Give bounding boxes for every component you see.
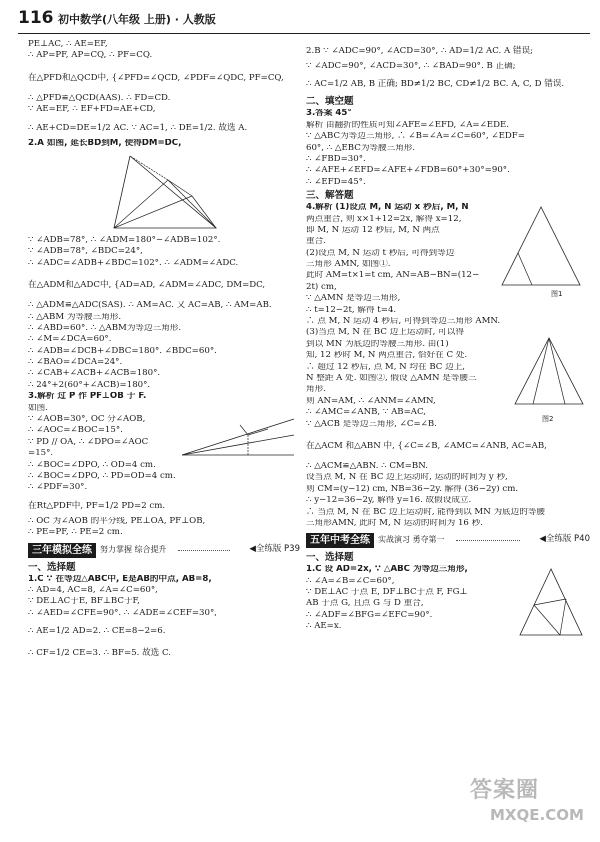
- text-line: ∴ AC=1/2 AB, B 正确; BD≠1/2 BC, CD≠1/2 BC. A, C, D 错误.: [306, 79, 565, 90]
- text-line: 到以 MN 为底边的等腰三角形. 由(1): [306, 339, 449, 349]
- text-line: ∴ ∠M=∠DCA=60°.: [28, 335, 112, 345]
- section-title: 一、选择题: [28, 561, 76, 573]
- problem-heading: 2.B ∵ ∠ADC=90°, ∠ACD=30°, ∴ AD=1/2 AC. A 错误;: [306, 46, 533, 56]
- text-line: ∴ ∠ABD=60°. ∴ △ABM为等边三角形.: [28, 323, 182, 333]
- page-number: 116: [18, 8, 54, 28]
- text-line: ∴ ∠ADC=∠ADB+∠BDC=102°. ∴ ∠ADM=∠ADC.: [28, 258, 239, 268]
- text-line: 在△ACM 和△ABN 中, {∠C=∠B, ∠AMC=∠ANB, AC=AB,: [306, 440, 547, 451]
- problem-heading: 1.C 设 AD=2x, ∵ △ABC 为等边三角形,: [306, 565, 468, 575]
- text-line: N 整距 A 处. 如图②, 假设 △AMN 是等腰三: [306, 373, 477, 383]
- text-line: ∵ ∠ADC=90°, ∠ACD=30°, ∴ ∠BAD=90°. B 正确;: [306, 62, 516, 71]
- text-line: ∴ AE+CD=DE=1/2 AC. ∵ AC=1, ∴ DE=1/2. 故选 A.: [28, 122, 248, 133]
- figure-angle-aob: [178, 415, 298, 465]
- text-line: 则 CM=(y−12) cm, NB=36−2y. 解得 (36−2y) cm.: [306, 484, 519, 494]
- text-line: ∵ PD // OA, ∴ ∠DPO=∠AOC: [28, 437, 149, 447]
- text-line: 则 AN=AM, ∴ ∠ANM=∠AMN,: [306, 396, 436, 406]
- text-line: ∵ AE=EF, ∴ EF+FD=AE+CD,: [28, 105, 156, 115]
- text-line: ∴ OC 为∠AOB 的平分线, PE⊥OA, PF⊥OB,: [28, 516, 206, 526]
- text-line: ∴ ∠AFE+∠EFD=∠AFE+∠FDB=60°+30°=90°.: [306, 166, 510, 176]
- text-line: ∴ ∠CAB+∠ACB+∠ACB=180°.: [28, 369, 161, 379]
- page-header: [18, 10, 588, 32]
- figure-2-triangle: [511, 334, 586, 414]
- watermark-url: MXQE.COM: [490, 806, 584, 824]
- text-line: ∴ y−12=36−2y, 解得 y=16. 故假设成立.: [306, 496, 472, 506]
- banner-rule: [178, 550, 230, 551]
- text-line: ∵ DE⊥AC 于点 E, DF⊥BC于点 F, FG⊥: [306, 588, 468, 598]
- text-line: ∴ AP=PF, AP=CQ, ∴ PF=CQ.: [28, 51, 153, 61]
- text-line: =15°.: [28, 449, 54, 459]
- text-line: (2)设点 M, N 运动 t 秒后, 可得到等边: [306, 248, 455, 258]
- text-line: 此时 AM=t×1=t cm, AN=AB−BN=(12−: [306, 271, 480, 281]
- left-column: [28, 40, 300, 830]
- text-line: ∵ ∠ADB=78°, ∴ ∠ADM=180°−∠ADB=102°.: [28, 235, 221, 245]
- problem-heading: 1.C ∵ 在等边△ABC中, E是AB的中点, AB=8,: [28, 574, 212, 584]
- text-line: ∵ ∠AOB=30°, OC 分∠AOB,: [28, 415, 146, 425]
- text-line: ∴ ∠ADB=∠DCB+∠DBC=180°. ∠BDC=60°.: [28, 346, 217, 356]
- text-line: 两点重合, 则 x×1+12=2x, 解得 x=12,: [306, 214, 462, 224]
- text-line: ∴ AD=4, AC=8, ∠A=∠C=60°,: [28, 585, 158, 595]
- banner-reference: ◀全练版 P40: [539, 534, 590, 545]
- text-line: 重合.: [306, 237, 326, 247]
- problem-heading: 2.A 如图, 延长BD到M, 使得DM=DC,: [28, 138, 182, 148]
- answer-line: 3.答案 45°: [306, 109, 352, 119]
- text-line: 即 M, N 运动 12 秒后, M, N 两点: [306, 225, 440, 235]
- text-line: ∵ DE⊥AC于E, BF⊥BC于F,: [28, 597, 140, 607]
- text-line: ∴ ∠A=∠B=∠C=60°,: [306, 576, 395, 586]
- book-title: 初中数学(八年级 上册) · 人教版: [58, 13, 216, 26]
- watermark-logo: 答案圈: [470, 778, 540, 803]
- text-line: ∴ PE=PF, ∴ PE=2 cm.: [28, 528, 123, 538]
- section-title: 一、选择题: [306, 552, 354, 564]
- text-line: ∴ ∠BOC=∠DPO, ∴ PD=OD=4 cm.: [28, 471, 176, 481]
- problem-heading: 4.解析 (1)设点 M, N 运动 x 秒后, M, N: [306, 203, 469, 213]
- banner-tag: 五年中考全练: [306, 533, 374, 548]
- text-line: ∴ AE=x.: [306, 622, 342, 632]
- problem-heading: 3.解析 过 P 作 PF⊥OB 于 F.: [28, 392, 147, 402]
- section-title: 三、解答题: [306, 190, 354, 202]
- text-line: ∴ △ADM≌△ADC(SAS). ∴ AM=AC. 又 AC=AB, ∴ AM=AB.: [28, 301, 272, 311]
- banner-rule: [456, 540, 520, 541]
- banner-tag: 三年模拟全练: [28, 543, 96, 558]
- figure-triangle-abc: [28, 150, 300, 236]
- text-line: 解析 由翻折的性质可知∠AFE=∠EFD, ∠A=∠EDE.: [306, 120, 509, 130]
- banner-reference: ◀全练版 P39: [249, 543, 300, 554]
- text-line: ∴ CF=1/2 CE=3. ∴ BF=5. 故选 C.: [28, 648, 172, 659]
- text-line: ∴ AE=1/2 AD=2. ∴ CE=8−2=6.: [28, 626, 166, 637]
- text-line: (3)当点 M, N 在 BC 边上运动时, 可以得: [306, 328, 464, 338]
- text-line: 知, 12 秒时 M, N 两点重合, 恰好在 C 处.: [306, 351, 468, 361]
- text-line: ∴ ∠ADF=∠BFG=∠EFC=90°.: [306, 610, 433, 620]
- text-line: ∴ 超过 12 秒后, 点 M, N 均在 BC 边上,: [306, 362, 466, 372]
- text-line: ∴ 当点 M, N 在 BC 边上运动时, 能得到以 MN 为底边的等腰: [306, 507, 546, 517]
- text-line: ∴ ∠FBD=30°.: [306, 154, 366, 164]
- text-line: 在△ADM和△ADC中, {AD=AD, ∠ADM=∠ADC, DM=DC,: [28, 280, 266, 291]
- text-line: 在△PFD和△QCD中, {∠PFD=∠QCD, ∠PDF=∠QDC, PF=CQ,: [28, 72, 284, 83]
- banner-subtitle: 实战演习 勇夺第一: [378, 535, 445, 545]
- figure-equilateral-abc: [516, 565, 586, 640]
- text-line: ∴ ∠AMC=∠ANB, ∵ AB=AC,: [306, 408, 427, 418]
- text-line: ∴ ∠AED=∠CFE=90°. ∴ ∠ADE=∠CEF=30°,: [28, 608, 218, 618]
- text-line: ∴ ∠PDF=30°.: [28, 483, 88, 493]
- text-line: ∴ ∠AOC=∠BOC=15°.: [28, 426, 123, 436]
- text-line: ∴ t=12−2t, 解得 t=4.: [306, 305, 397, 315]
- section-banner: [306, 533, 590, 548]
- text-line: ∴ 点 M, N 运动 4 秒后, 可得到等边三角形 AMN.: [306, 317, 501, 327]
- text-line: 角形.: [306, 385, 326, 395]
- section-title: 二、填空题: [306, 96, 354, 108]
- text-line: 三角形 AMN, 如图①.: [306, 260, 391, 270]
- text-line: PE⊥AC, ∴ AE=EF,: [28, 40, 108, 49]
- header-rule: [18, 33, 590, 34]
- text-line: 2t) cm,: [306, 282, 337, 292]
- text-line: 在Rt△PDF中, PF=1/2 PD=2 cm.: [28, 500, 166, 511]
- figure-1-label: 图1: [551, 290, 563, 299]
- text-line: ∵ ∠ADB=78°, ∠BDC=24°,: [28, 247, 143, 257]
- right-column: [306, 40, 590, 830]
- text-line: ∴ △ACM≌△ABN. ∴ CM=BN.: [306, 461, 428, 471]
- figure-1-triangle: [496, 203, 586, 303]
- text-line: AB 于点 G, 且点 G 与 D 重合,: [306, 599, 424, 609]
- text-line: ∴ 24°+2(60°+∠ACB)=180°.: [28, 380, 151, 390]
- text-line: ∵ △AMN 是等边三角形,: [306, 294, 401, 304]
- section-banner: [28, 543, 300, 558]
- text-line: ∵ △ABC为等边三角形, ∴ ∠B=∠A=∠C=60°, ∠EDF=: [306, 132, 525, 142]
- text-line: ∴ △ABM 为等腰三角形.: [28, 312, 122, 322]
- text-line: 60°, ∴ △EBC为等腰三角形.: [306, 143, 416, 153]
- text-line: ∴ ∠BAO=∠DCA=24°.: [28, 358, 123, 368]
- text-line: 如图.: [28, 403, 48, 413]
- text-line: 设当点 M, N 在 BC 边上运动时, 运动的时间为 y 秒,: [306, 473, 508, 483]
- text-line: ∵ △ACB 是等边三角形, ∠C=∠B.: [306, 419, 437, 429]
- text-line: ∴ ∠BOC=∠DPO, ∴ OD=4 cm.: [28, 460, 156, 470]
- text-line: ∴ ∠EFD=45°.: [306, 177, 366, 187]
- banner-subtitle: 努力掌握 综合提升: [100, 544, 167, 554]
- text-line: 三角形AMN, 此时 M, N 运动的时间为 16 秒.: [306, 518, 483, 528]
- text-line: ∴ △PFD≌△QCD(AAS). ∴ FD=CD.: [28, 93, 171, 103]
- figure-2-label: 图2: [542, 415, 554, 424]
